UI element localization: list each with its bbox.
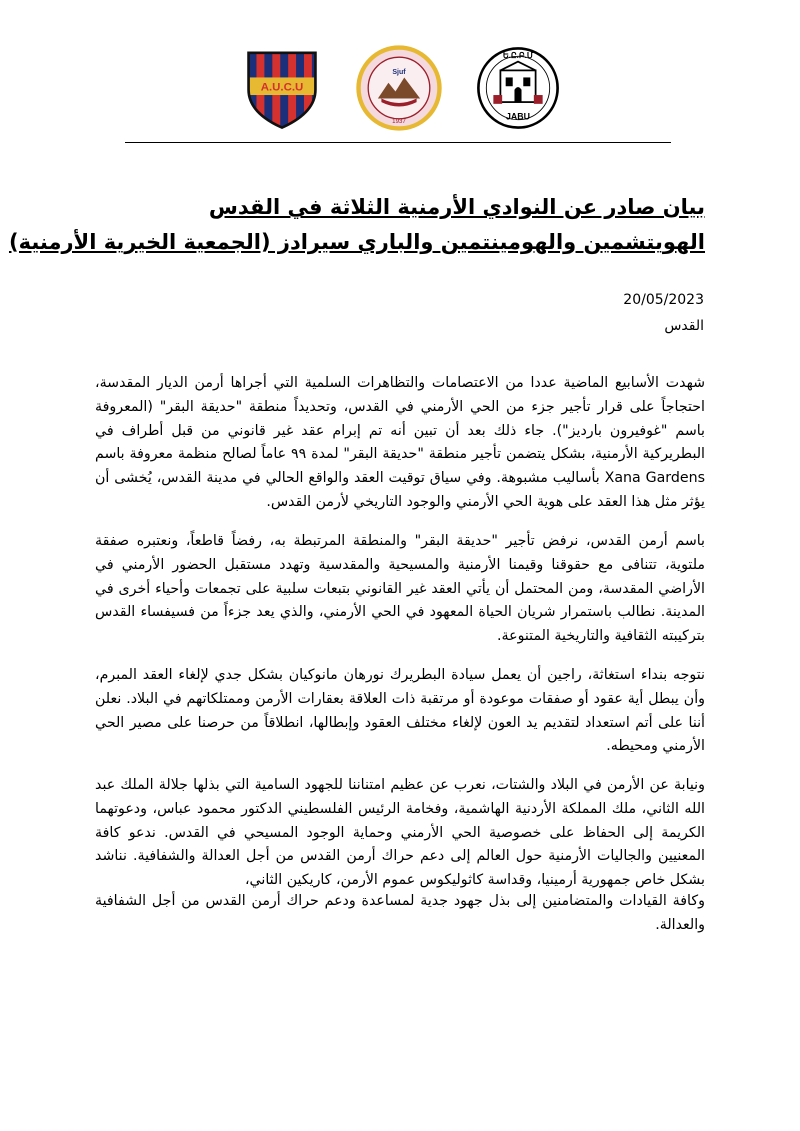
- svg-text:Ե.Ը.Բ.Մ: Ե.Ը.Բ.Մ: [502, 51, 534, 61]
- svg-text:A.U.C.U: A.U.C.U: [260, 81, 304, 94]
- paragraph-1: شهدت الأسابيع الماضية عددا من الاعتصامات والتظاهرات السلمية التي أجراها أرمن الديار المقدسة، احتجاجاً على قرار تأجير جزء من الحي الأرمني في القدس، وتحديداً منطقة "حديقة البقر" (المعروفة باسم "غوفيرون بارديز"). جاء ذلك بعد أن تبين أنه تم إبرام عقد غير قانوني من قبل أطراف في البطريركية الأرمنية، بشكل يتضمن تأجير منطقة "حديقة البقر" لمدة ٩٩ عاماً لصالح منظمة معروفة باسم Xana Gardens بأساليب مشبوهة. وفي سياق توقيت العقد والواقع الحالي في مدينة القدس، يُخشى أن يؤثر مثل هذا العقد على هوية الحي الأرمني والوجود التاريخي لأرمن القدس.: [95, 375, 706, 510]
- hoyetchmen-logo: [238, 44, 326, 132]
- svg-text:Sjuf: Sjuf: [392, 68, 406, 76]
- paragraph-5: وكافة القيادات والمتضامنين إلى بذل جهود جدية لمساعدة ودعم حراك أرمن القدس من أجل الشفافية والعدالة.: [95, 893, 705, 933]
- statement-date: 20/05/2023: [623, 292, 704, 308]
- header-divider: [125, 142, 671, 143]
- paragraph-2: باسم أرمن القدس، نرفض تأجير "حديقة البقر" والمنطقة المرتبطة به، رفضاً قاطعاً، ونعتبره صفقة ملتوية، تتنافى مع حقوقنا وقيمنا الأرمنية والمسيحية والمقدسية وتهدد مستقبل الحضور الأرمني في الأراضي المقدسة، ومن المحتمل أن يأتي العقد غير القانوني بتبعات سلبية على تجمعات وأحياء أخرى في المدينة. نطالب باستمرار شريان الحياة المعهود في الحي الأرمني، والذي يعد جزءاً من فسيفساء القدس بتركيبته الثقافية والتاريخية المتنوعة.: [95, 533, 705, 644]
- jabu-logo: [474, 44, 562, 132]
- statement-subtitle: الهويتشمين والهومينتمين والباري سيرادز (الجمعية الخيرية الأرمنية): [8, 230, 705, 254]
- paragraph-4: ونيابة عن الأرمن في البلاد والشتات، نعرب عن عظيم امتناننا للجهود السامية التي بذلها جلالة الملك عبد الله الثاني، ملك المملكة الأردنية الهاشمية، وفخامة الرئيس الفلسطيني الدكتور محمود عباس، ودعوتهما الكريمة إلى الحفاظ على خصوصية الحي الأرمني وحماية الوجود المسيحي في القدس. ندعو كافة المعنيين والجاليات الأرمنية حول العالم إلى دعم حراك أرمن القدس من أجل العدالة والشفافية. نناشد بشكل خاص جمهورية أرمينيا، وقداسة كاثوليكوس عموم الأرمن، كاريكين الثاني،: [95, 777, 705, 888]
- homenetmen-logo: [355, 44, 443, 132]
- statement-place: القدس: [664, 318, 704, 334]
- statement-title: بيان صادر عن النوادي الأرمنية الثلاثة في القدس: [208, 195, 705, 219]
- logos-row: [0, 44, 800, 132]
- paragraph-3: نتوجه بنداء استغاثة، راجين أن يعمل سيادة البطريرك نورهان مانوكيان بشكل جدي لإلغاء العقد المبرم، وأن يبطل أية عقود أو صفقات موعودة أو مرتقبة ذات العلاقة بعقارات الأرمن وممتلكاتهم في البلاد. نعلن أننا على أتم استعداد لتقديم يد العون لإلغاء مختلف العقود وإبطالها، انطلاقاً من حرصنا على مصير الحي الأرمني ومحيطه.: [95, 667, 705, 755]
- svg-text:1937: 1937: [392, 118, 406, 126]
- svg-text:JABU: JABU: [506, 111, 530, 122]
